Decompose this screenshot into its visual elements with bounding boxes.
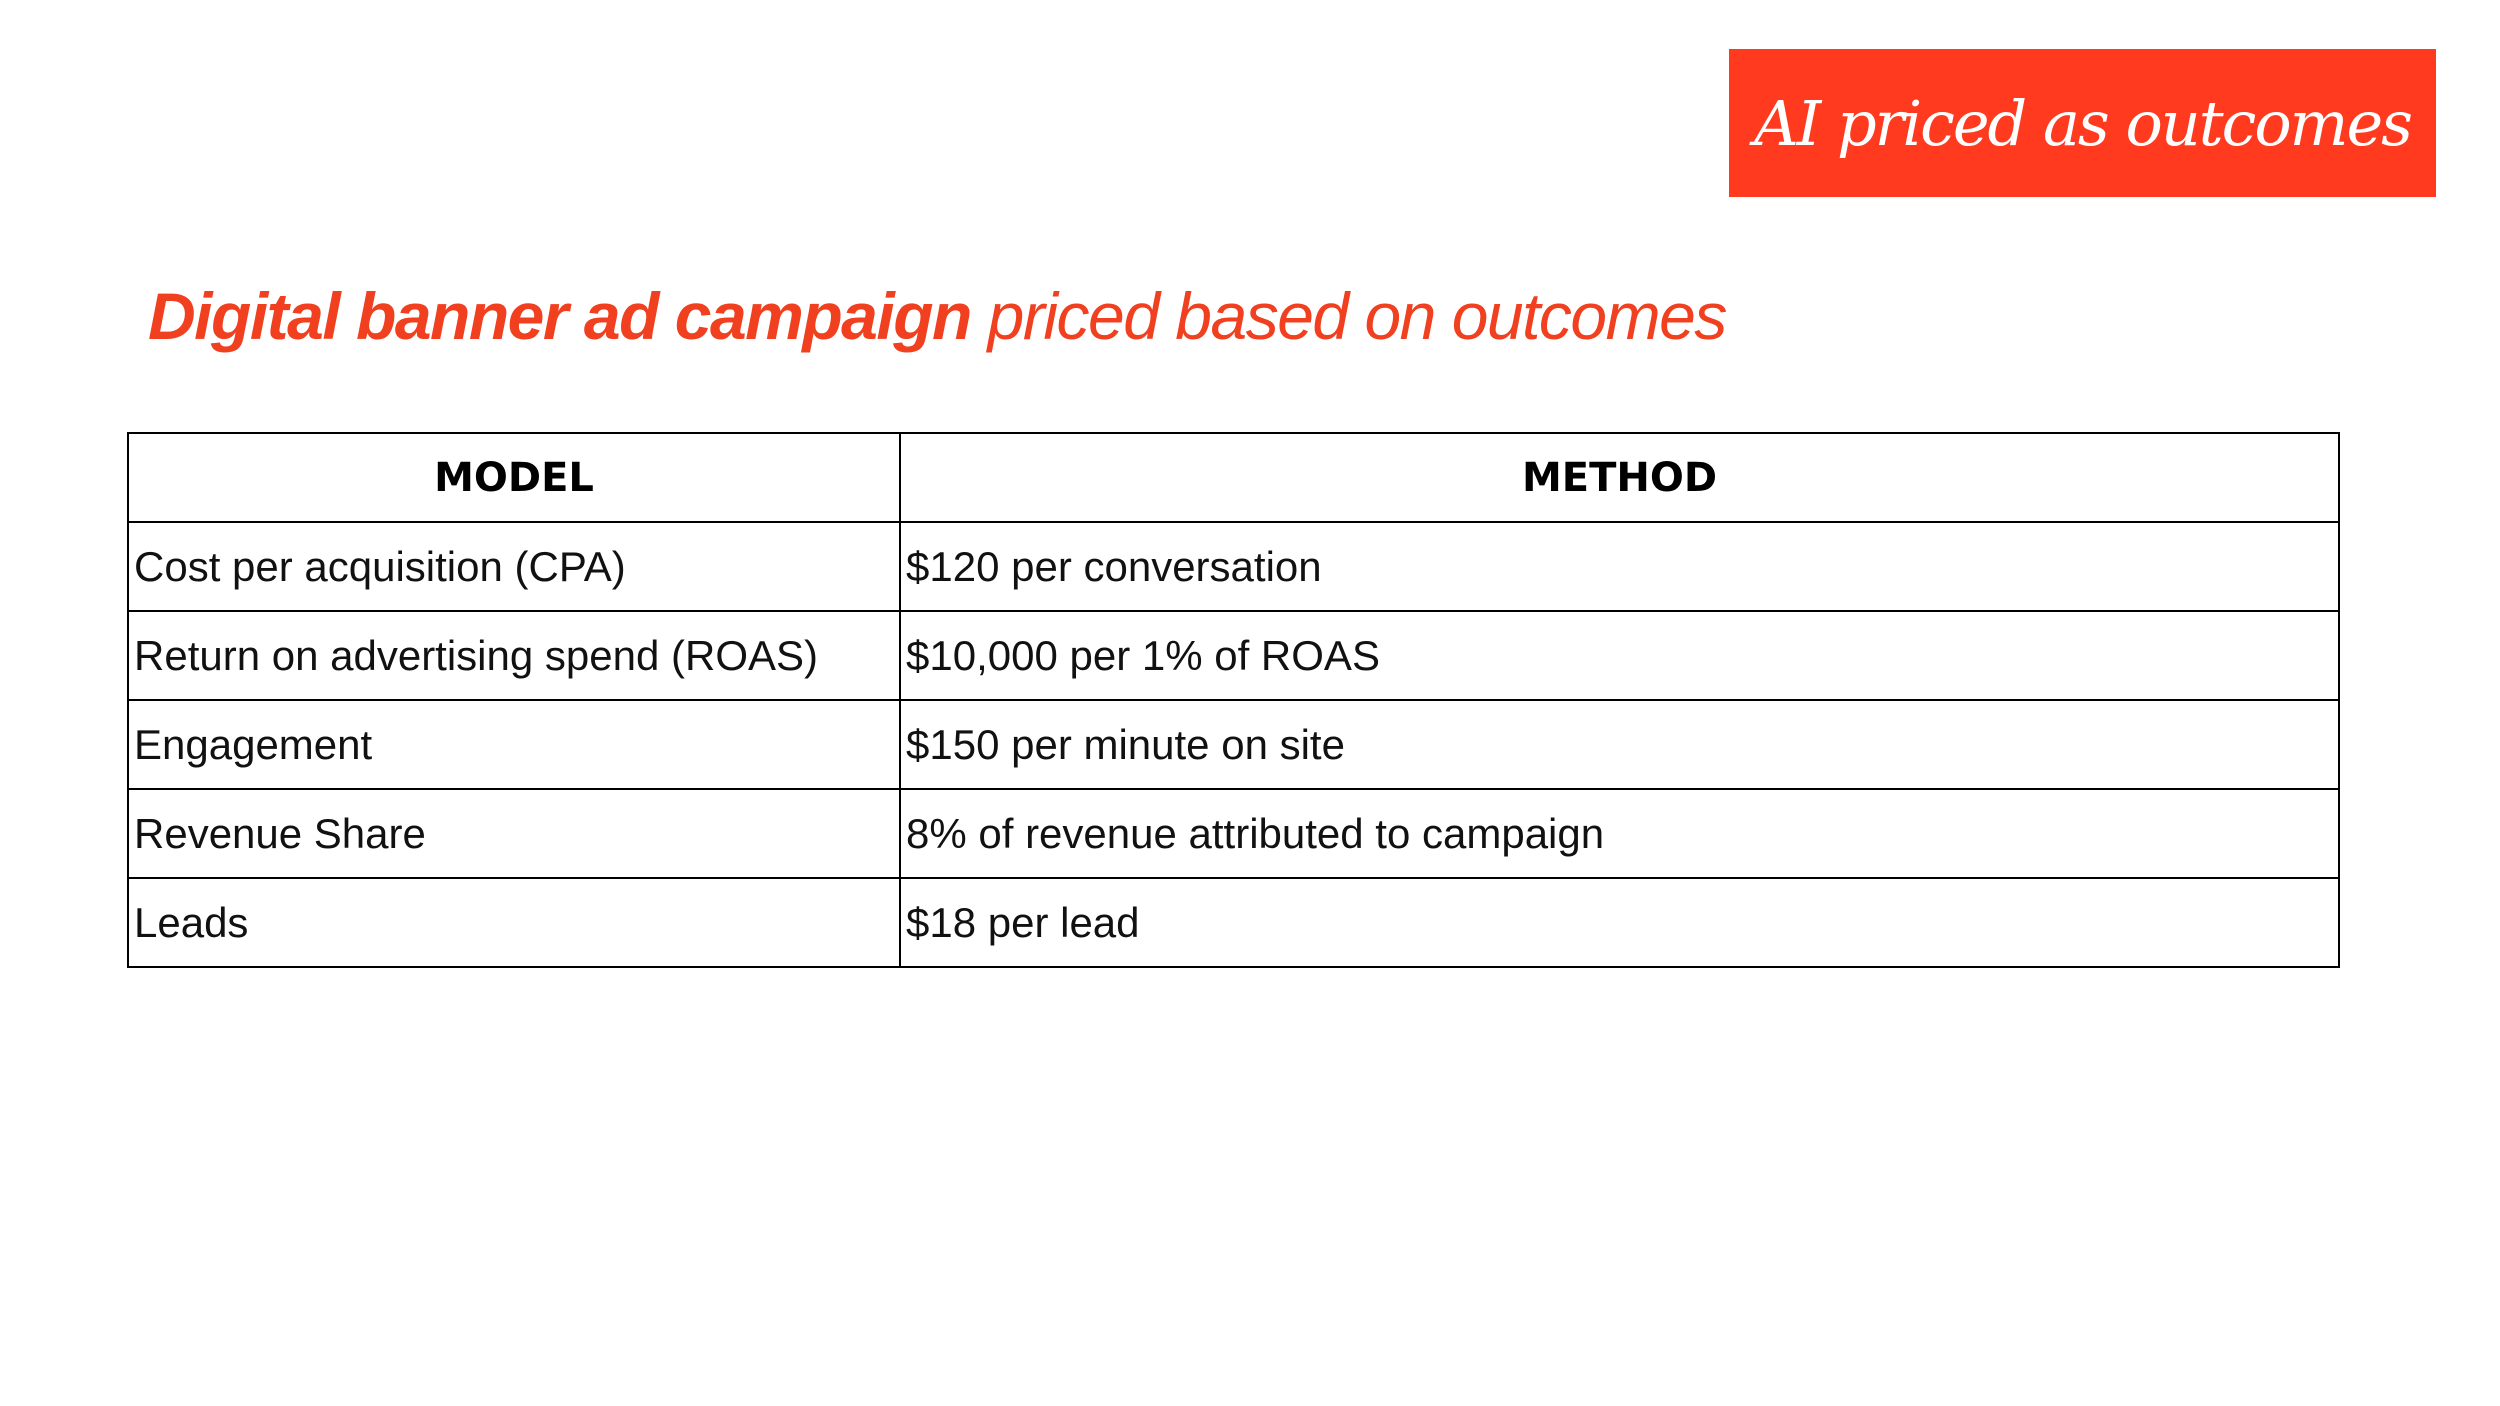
table-row [128, 789, 2339, 878]
column-header-model: MODEL [128, 433, 900, 522]
pricing-table [127, 432, 2340, 968]
method-cell: 8% of revenue attributed to campaign [900, 789, 2339, 878]
column-header-method: METHOD [900, 433, 2339, 522]
table-row [128, 700, 2339, 789]
model-cell: Cost per acquisition (CPA) [128, 522, 900, 611]
method-cell: $150 per minute on site [900, 700, 2339, 789]
model-cell: Engagement [128, 700, 900, 789]
table-row [128, 878, 2339, 967]
section-badge [1729, 49, 2436, 197]
model-cell: Return on advertising spend (ROAS) [128, 611, 900, 700]
method-cell: $18 per lead [900, 878, 2339, 967]
method-cell: $10,000 per 1% of ROAS [900, 611, 2339, 700]
section-badge-label: AI priced as outcomes [1754, 86, 2411, 160]
model-cell: Revenue Share [128, 789, 900, 878]
page-title-emphasis: Digital banner ad campaign [148, 279, 971, 353]
table-row [128, 522, 2339, 611]
table-row [128, 611, 2339, 700]
method-cell: $120 per conversation [900, 522, 2339, 611]
table-header-row [128, 433, 2339, 522]
page-title [148, 278, 1726, 354]
page-title-rest: priced based on outcomes [970, 279, 1726, 353]
model-cell: Leads [128, 878, 900, 967]
